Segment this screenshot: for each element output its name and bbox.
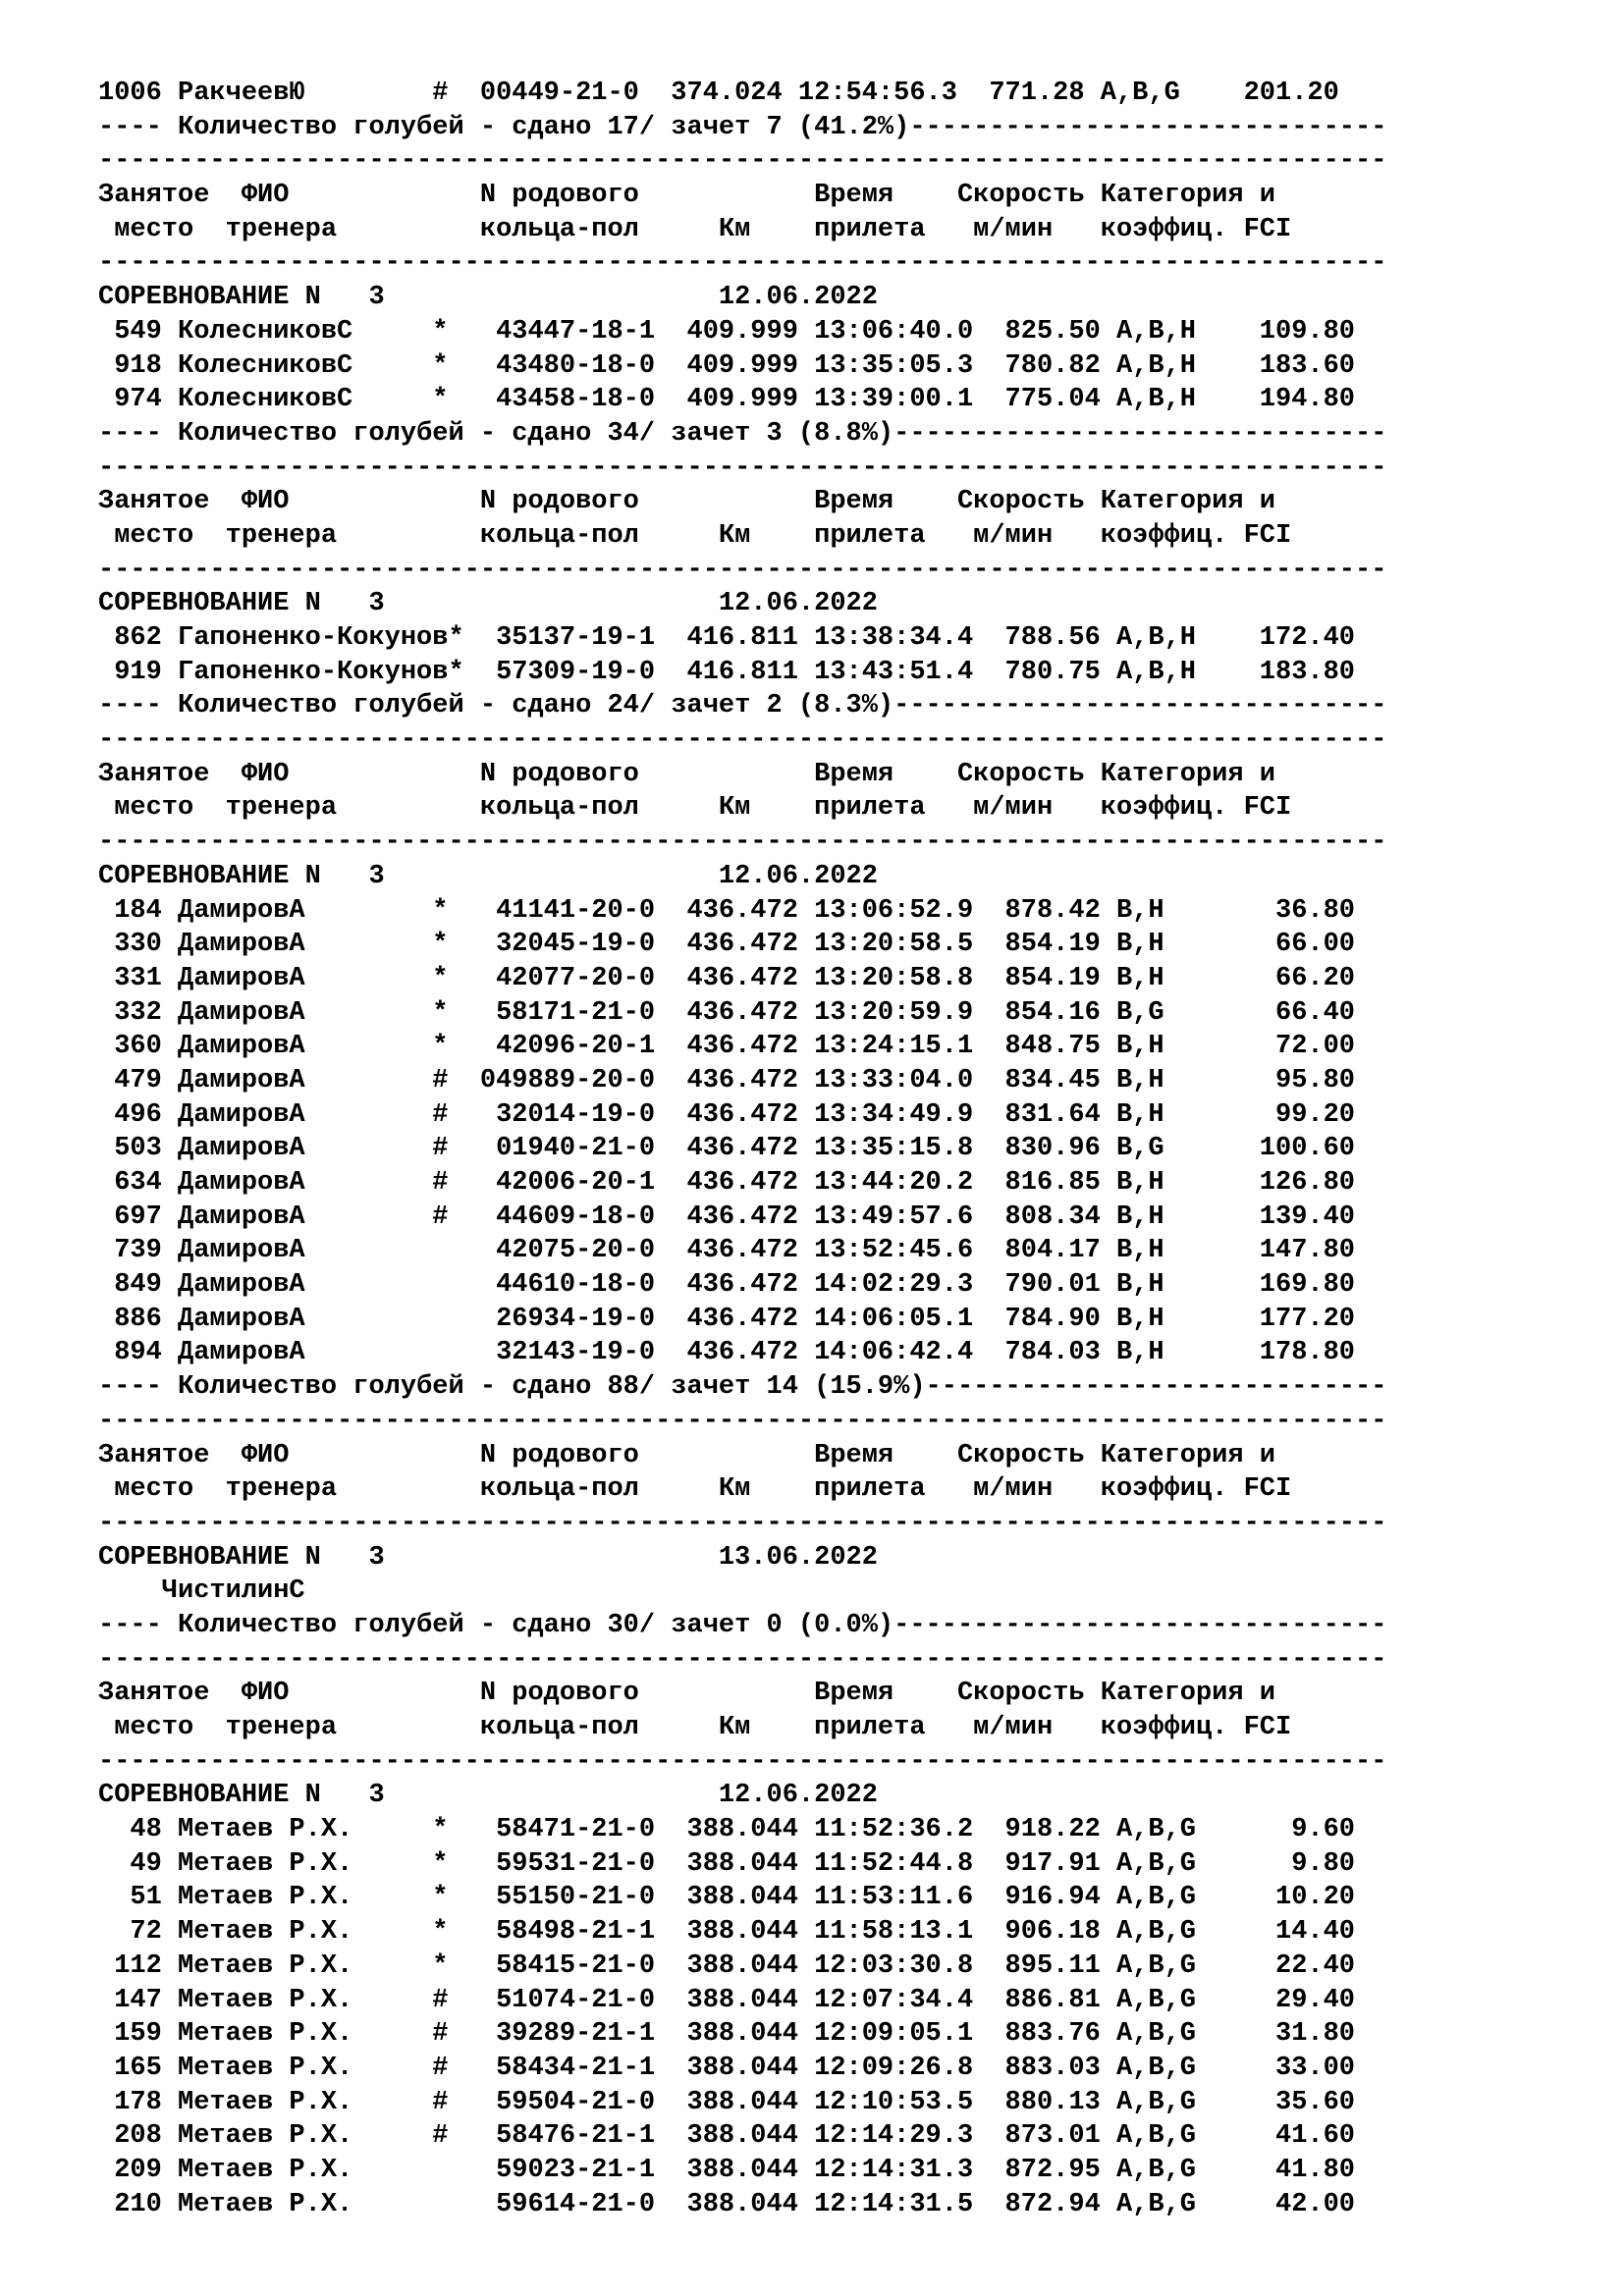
result-row: 210 Метаев Р.Х. 59614-21-0 388.044 12:14:31.5 872.94 A,B,G 42.00 [98, 2189, 1356, 2219]
result-row: 919 Гапоненко-Кокунов* 57309-19-0 416.811 13:43:51.4 780.75 A,B,H 183.80 [98, 657, 1356, 687]
result-row: 147 Метаев Р.Х. # 51074-21-0 388.044 12:07:34.4 886.81 A,B,G 29.40 [98, 1985, 1356, 2015]
result-row: 479 ДамировА # 049889-20-0 436.472 13:33:04.0 834.45 B,H 95.80 [98, 1065, 1356, 1095]
result-row: 112 Метаев Р.Х. * 58415-21-0 388.044 12:03:30.8 895.11 A,B,G 22.40 [98, 1950, 1356, 1981]
result-row: 849 ДамировА 44610-18-0 436.472 14:02:29.3 790.01 B,H 169.80 [98, 1270, 1356, 1301]
result-row: 360 ДамировА * 42096-20-1 436.472 13:24:15.1 848.75 B,H 72.00 [98, 1032, 1356, 1062]
result-row: 697 ДамировА # 44609-18-0 436.472 13:49:57.6 808.34 B,H 139.40 [98, 1201, 1356, 1232]
separator-line: --------------------------------------------------------------------------------- [98, 1746, 1387, 1777]
result-row: 886 ДамировА 26934-19-0 436.472 14:06:05.1 784.90 B,H 177.20 [98, 1304, 1356, 1334]
result-row: 503 ДамировА # 01940-21-0 436.472 13:35:15.8 830.96 B,G 100.60 [98, 1134, 1356, 1164]
result-row: 72 Метаев Р.Х. * 58498-21-1 388.044 11:58:13.1 906.18 A,B,G 14.40 [98, 1917, 1356, 1948]
result-row: 208 Метаев Р.Х. # 58476-21-1 388.044 12:14:29.3 873.01 A,B,G 41.60 [98, 2121, 1356, 2152]
competition-header: СОРЕВНОВАНИЕ N 3 12.06.2022 [98, 589, 878, 619]
competition-header: СОРЕВНОВАНИЕ N 3 12.06.2022 [98, 861, 878, 891]
separator-line: --------------------------------------------------------------------------------- [98, 146, 1387, 177]
table-header-line: Занятое ФИО N родового Время Скорость Категория и [98, 1679, 1275, 1709]
result-row: 634 ДамировА # 42006-20-1 436.472 13:44:20.2 816.85 B,H 126.80 [98, 1168, 1356, 1198]
table-header-line: место тренера кольца-пол Км прилета м/мин коэффиц. FCI [98, 1713, 1292, 1742]
separator-line: --------------------------------------------------------------------------------- [98, 555, 1387, 585]
result-row: 184 ДамировА * 41141-20-0 436.472 13:06:52.9 878.42 B,H 36.80 [98, 895, 1356, 926]
separator-line: --------------------------------------------------------------------------------- [98, 453, 1387, 483]
result-row: 549 КолесниковС * 43447-18-1 409.999 13:06:40.0 825.50 A,B,H 109.80 [98, 316, 1356, 347]
table-header-line: Занятое ФИО N родового Время Скорость Категория и [98, 759, 1275, 789]
result-row: 48 Метаев Р.Х. * 58471-21-0 388.044 11:52:36.2 918.22 A,B,G 9.60 [98, 1815, 1356, 1845]
summary-line: ---- Количество голубей - сдано 24/ зачет 2 (8.3%)------------------------------- [98, 691, 1387, 721]
table-header-line: место тренера кольца-пол Км прилета м/мин коэффиц. FCI [98, 793, 1292, 824]
result-row: 51 Метаев Р.Х. * 55150-21-0 388.044 11:53:11.6 916.94 A,B,G 10.20 [98, 1883, 1356, 1913]
summary-line: ---- Количество голубей - сдано 17/ зачет 7 (41.2%)------------------------------ [98, 112, 1387, 142]
competition-header: СОРЕВНОВАНИЕ N 3 12.06.2022 [98, 1781, 878, 1811]
table-header-line: место тренера кольца-пол Км прилета м/мин коэффиц. FCI [98, 520, 1292, 551]
result-row: 739 ДамировА 42075-20-0 436.472 13:52:45.6 804.17 B,H 147.80 [98, 1236, 1356, 1266]
result-row: 496 ДамировА # 32014-19-0 436.472 13:34:49.9 831.64 B,H 99.20 [98, 1099, 1356, 1130]
result-row: 332 ДамировА * 58171-21-0 436.472 13:20:59.9 854.16 B,G 66.40 [98, 997, 1356, 1028]
result-row: 178 Метаев Р.Х. # 59504-21-0 388.044 12:10:53.5 880.13 A,B,G 35.60 [98, 2087, 1356, 2117]
table-header-line: место тренера кольца-пол Км прилета м/мин коэффиц. FCI [98, 1474, 1292, 1505]
result-row: 165 Метаев Р.Х. # 58434-21-1 388.044 12:09:26.8 883.03 A,B,G 33.00 [98, 2053, 1356, 2083]
result-row: 1006 РакчеевЮ # 00449-21-0 374.024 12:54:56.3 771.28 A,B,G 201.20 [98, 79, 1339, 108]
table-header-line: Занятое ФИО N родового Время Скорость Категория и [98, 1440, 1275, 1470]
result-row: 330 ДамировА * 32045-19-0 436.472 13:20:58.5 854.19 B,H 66.00 [98, 930, 1356, 960]
separator-line: --------------------------------------------------------------------------------- [98, 828, 1387, 858]
result-row: ЧистилинС [98, 1576, 305, 1607]
separator-line: --------------------------------------------------------------------------------- [98, 1508, 1387, 1538]
competition-header: СОРЕВНОВАНИЕ N 3 12.06.2022 [98, 283, 878, 313]
summary-line: ---- Количество голубей - сдано 88/ зачет 14 (15.9%)----------------------------- [98, 1372, 1387, 1403]
result-row: 894 ДамировА 32143-19-0 436.472 14:06:42.4 784.03 B,H 178.80 [98, 1338, 1356, 1368]
result-row: 209 Метаев Р.Х. 59023-21-1 388.044 12:14:31.3 872.95 A,B,G 41.80 [98, 2155, 1356, 2185]
results-printout [98, 77, 1571, 2221]
competition-header: СОРЕВНОВАНИЕ N 3 13.06.2022 [98, 1542, 878, 1573]
result-row: 159 Метаев Р.Х. # 39289-21-1 388.044 12:09:05.1 883.76 A,B,G 31.80 [98, 2019, 1356, 2050]
separator-line: --------------------------------------------------------------------------------- [98, 248, 1387, 279]
result-row: 49 Метаев Р.Х. * 59531-21-0 388.044 11:52:44.8 917.91 A,B,G 9.80 [98, 1848, 1356, 1879]
result-row: 974 КолесниковС * 43458-18-0 409.999 13:39:00.1 775.04 A,B,H 194.80 [98, 385, 1356, 415]
summary-line: ---- Количество голубей - сдано 30/ зачет 0 (0.0%)------------------------------- [98, 1610, 1387, 1640]
separator-line: --------------------------------------------------------------------------------- [98, 725, 1387, 756]
summary-line: ---- Количество голубей - сдано 34/ зачет 3 (8.8%)------------------------------- [98, 418, 1387, 449]
table-header-line: Занятое ФИО N родового Время Скорость Категория и [98, 181, 1275, 211]
result-row: 331 ДамировА * 42077-20-0 436.472 13:20:58.8 854.19 B,H 66.20 [98, 963, 1356, 993]
separator-line: --------------------------------------------------------------------------------- [98, 1644, 1387, 1675]
table-header-line: Занятое ФИО N родового Время Скорость Категория и [98, 487, 1275, 517]
separator-line: --------------------------------------------------------------------------------- [98, 1406, 1387, 1436]
result-row: 918 КолесниковС * 43480-18-0 409.999 13:35:05.3 780.82 A,B,H 183.60 [98, 350, 1356, 381]
table-header-line: место тренера кольца-пол Км прилета м/мин коэффиц. FCI [98, 214, 1292, 244]
result-row: 862 Гапоненко-Кокунов* 35137-19-1 416.811 13:38:34.4 788.56 A,B,H 172.40 [98, 623, 1356, 653]
